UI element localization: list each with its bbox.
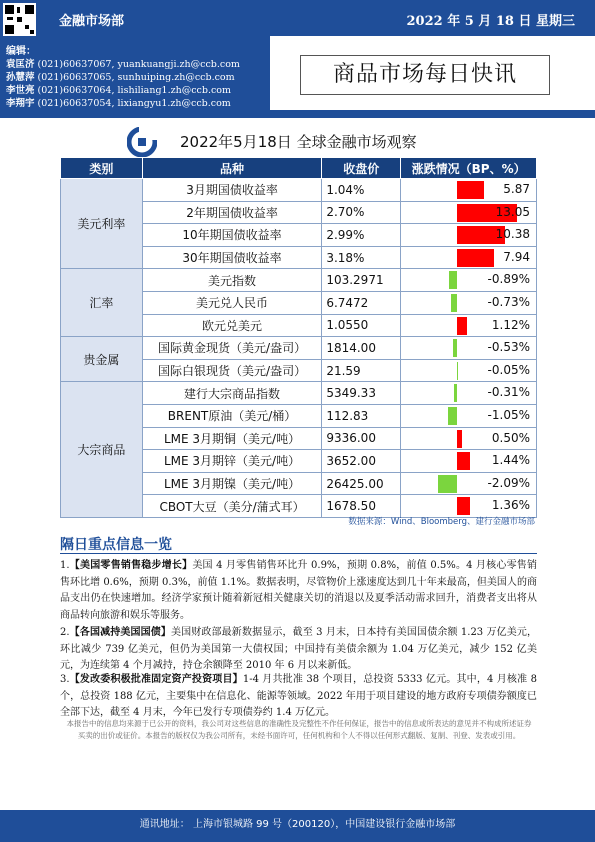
- header-divider: [0, 110, 595, 118]
- close-price: 3652.00: [322, 450, 401, 473]
- change-bar: [457, 430, 462, 448]
- change-cell: [401, 201, 537, 224]
- editor-phone: (021)60637067: [37, 59, 112, 70]
- change-value: 1.36%: [491, 498, 530, 513]
- change-bar: [457, 181, 484, 199]
- change-cell: [401, 404, 537, 427]
- change-value: -0.31%: [487, 385, 530, 400]
- section-title: 隔日重点信息一览: [60, 537, 172, 553]
- editor-row: 李世亮 (021)60637064, lishiliang1.zh@ccb.com: [6, 85, 232, 96]
- close-price: 21.59: [322, 359, 401, 382]
- change-bar: [451, 294, 458, 312]
- close-price: 5349.33: [322, 382, 401, 405]
- editor-name: 李翔宇: [6, 98, 35, 109]
- change-value: 13.05: [495, 204, 530, 219]
- editor-name: 李世亮: [6, 85, 35, 96]
- qr-code-icon: [3, 3, 36, 36]
- table-title: 2022年5月18日 全球金融市场观察: [180, 133, 417, 151]
- category-cell: 大宗商品: [61, 382, 143, 518]
- change-bar: [453, 339, 458, 357]
- table-header-row: [61, 158, 537, 179]
- change-cell: [401, 450, 537, 473]
- instrument-name: 国际白银现货（美元/盎司）: [142, 359, 322, 382]
- report-date: 2022 年 5 月 18 日 星期三: [406, 14, 575, 29]
- section-divider: [60, 553, 537, 554]
- table-body: [61, 179, 537, 518]
- table-row: [61, 337, 537, 360]
- close-price: 112.83: [322, 404, 401, 427]
- change-bar: [449, 271, 457, 289]
- news-body: 美国财政部最新数据显示，截至 3 月末，日本持有美国国债余额 1.23 万亿美元，环比减少 739 亿美元，但仍为美国第一大债权国；中国持有美债余额为 1.04 万亿美元，减少 152 亿美元，为连续第 4 个月减持，持仓余额降至 2010 年 6 月以来新低。: [60, 627, 538, 671]
- close-price: 9336.00: [322, 427, 401, 450]
- close-price: 1678.50: [322, 495, 401, 518]
- editor-email: sunhuiping.zh@ccb.com: [117, 72, 235, 83]
- close-price: 1.04%: [322, 179, 401, 202]
- editor-list: [0, 36, 270, 110]
- close-price: 6.7472: [322, 291, 401, 314]
- change-value: 1.44%: [491, 453, 530, 468]
- category-cell: 贵金属: [61, 337, 143, 382]
- change-value: -1.05%: [487, 407, 530, 422]
- change-value: 7.94: [503, 249, 530, 264]
- header-category: 类别: [61, 158, 143, 179]
- close-price: 2.70%: [322, 201, 401, 224]
- footer-address: 通讯地址： 上海市银城路 99 号（200120），中国建设银行金融市场部: [139, 819, 456, 830]
- table-row: [61, 179, 537, 202]
- close-price: 1814.00: [322, 337, 401, 360]
- change-value: 10.38: [495, 227, 530, 242]
- editor-phone: (021)60637054: [37, 98, 112, 109]
- news-body: 美国 4 月零售销售环比升 0.9%，预期 0.8%，前值 0.5%。4 月核心零售销售环比增 0.6%，预期 0.3%，前值 1.1%。数据表明，尽管物价上涨速度达到几十年来最高，但美国人的商品支出仍在快速增加。经济学家预计随着新冠相关健康关切的消退以及夏季活动需求回升，消费者支出将从商品转向旅游和娱乐等服务。: [60, 560, 538, 621]
- close-price: 1.0550: [322, 314, 401, 337]
- change-bar: [454, 384, 457, 402]
- change-bar: [438, 475, 457, 493]
- close-price: 26425.00: [322, 472, 401, 495]
- change-cell: [401, 246, 537, 269]
- change-value: 1.12%: [491, 317, 530, 332]
- change-cell: [401, 291, 537, 314]
- footer-bar: [0, 810, 595, 842]
- change-value: -0.05%: [487, 362, 530, 377]
- instrument-name: CBOT大豆（美分/蒲式耳）: [142, 495, 322, 518]
- department-name: 金融市场部: [59, 14, 125, 29]
- news-lead: 【发改委积极批准固定资产投资项目】: [69, 674, 243, 685]
- instrument-name: 美元指数: [142, 269, 322, 292]
- report-title: 商品市场每日快讯: [332, 62, 517, 87]
- editor-row: 袁匡济 (021)60637067, yuankuangji.zh@ccb.com: [6, 59, 240, 70]
- news-item: [60, 672, 537, 722]
- change-value: 0.50%: [491, 430, 530, 445]
- category-cell: 美元利率: [61, 179, 143, 269]
- instrument-name: 2年期国债收益率: [142, 201, 322, 224]
- change-cell: [401, 427, 537, 450]
- news-item: [60, 558, 537, 624]
- table-row: [61, 269, 537, 292]
- change-cell: [401, 269, 537, 292]
- news-number: 1.: [60, 560, 70, 571]
- close-price: 103.2971: [322, 269, 401, 292]
- header-name: 品种: [142, 158, 322, 179]
- instrument-name: 30年期国债收益率: [142, 246, 322, 269]
- instrument-name: LME 3月期锌（美元/吨）: [142, 450, 322, 473]
- change-cell: [401, 179, 537, 202]
- change-cell: [401, 314, 537, 337]
- change-bar: [457, 452, 470, 470]
- change-cell: [401, 224, 537, 247]
- report-title-box: [300, 55, 550, 95]
- instrument-name: 3月期国债收益率: [142, 179, 322, 202]
- instrument-name: 美元兑人民币: [142, 291, 322, 314]
- change-value: -0.53%: [487, 340, 530, 355]
- market-table: [60, 157, 537, 518]
- news-number: 3.: [60, 674, 70, 685]
- news-body: 1-4 月共批准 38 个项目，总投资 5333 亿元。其中，4 月核准 8 个，总投资 188 亿元，主要集中在信息化、能源等领域。2022 年用于项目建设的地方政府专项债券额度已全部下达，截至 4 月末，今年已发行专项债券约 1.4 万亿元。: [60, 674, 537, 718]
- change-bar: [448, 407, 457, 425]
- close-price: 2.99%: [322, 224, 401, 247]
- instrument-name: 国际黄金现货（美元/盎司）: [142, 337, 322, 360]
- news-lead: 【各国减持美国国债】: [69, 627, 172, 638]
- change-value: -0.89%: [487, 272, 530, 287]
- instrument-name: 10年期国债收益率: [142, 224, 322, 247]
- change-value: 5.87: [503, 182, 530, 196]
- table-row: [61, 382, 537, 405]
- data-source: 数据来源：Wind、Bloomberg、建行金融市场部: [348, 517, 535, 527]
- editor-email: lishiliang1.zh@ccb.com: [117, 85, 232, 96]
- editor-email: lixiangyu1.zh@ccb.com: [117, 98, 231, 109]
- change-cell: [401, 472, 537, 495]
- close-price: 3.18%: [322, 246, 401, 269]
- change-value: -2.09%: [487, 475, 530, 490]
- ccb-logo-icon: [127, 127, 157, 157]
- news-item: [60, 625, 537, 675]
- instrument-name: 欧元兑美元: [142, 314, 322, 337]
- change-cell: [401, 359, 537, 382]
- editor-row: 孙慧萍 (021)60637065, sunhuiping.zh@ccb.com: [6, 72, 235, 83]
- editor-label: 编辑：: [6, 46, 36, 57]
- editor-email: yuankuangji.zh@ccb.com: [117, 59, 240, 70]
- change-cell: [401, 382, 537, 405]
- header-price: 收盘价: [322, 158, 401, 179]
- change-bar: [457, 249, 494, 267]
- editor-name: 孙慧萍: [6, 72, 35, 83]
- change-bar: [457, 497, 469, 515]
- instrument-name: 建行大宗商品指数: [142, 382, 322, 405]
- editor-name: 袁匡济: [6, 59, 35, 70]
- editor-row: 李翔宇 (021)60637054, lixiangyu1.zh@ccb.com: [6, 98, 231, 109]
- editor-phone: (021)60637064: [37, 85, 112, 96]
- change-cell: [401, 337, 537, 360]
- category-cell: 汇率: [61, 269, 143, 337]
- header-change: 涨跌情况（BP、%）: [401, 158, 537, 179]
- header-bar: [0, 0, 595, 36]
- instrument-name: LME 3月期铜（美元/吨）: [142, 427, 322, 450]
- news-number: 2.: [60, 627, 70, 638]
- news-lead: 【美国零售销售稳步增长】: [69, 560, 193, 571]
- change-bar: [457, 317, 467, 335]
- editor-phone: (021)60637065: [37, 72, 112, 83]
- change-value: -0.73%: [487, 294, 530, 309]
- instrument-name: LME 3月期镍（美元/吨）: [142, 472, 322, 495]
- disclaimer: 本报告中的信息均来源于已公开的资料，我公司对这些信息的准确性及完整性不作任何保证，报告中的信息或所表达的意见并不构成所述证券买卖的出价或征价。本报告的版权仅为我公司所有，未经书面许可，任何机构和个人不得以任何形式翻版、复制、刊登、发表或引用。: [66, 719, 532, 740]
- instrument-name: BRENT原油（美元/桶）: [142, 404, 322, 427]
